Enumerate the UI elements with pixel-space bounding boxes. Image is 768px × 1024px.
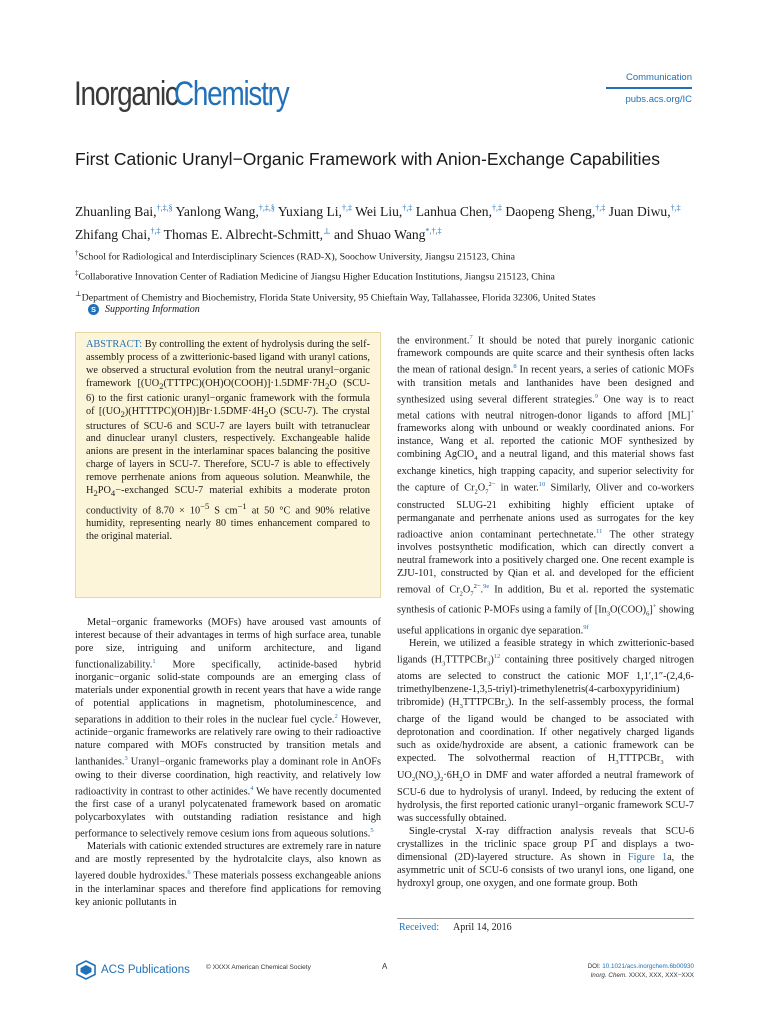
reference-link[interactable]: 10 bbox=[538, 481, 546, 489]
body-paragraph: the environment.$^7$ It should be noted that purely inorganic cationic framework compounds are quite scarce and their synthesis often lacks the mean of rational design.$^8$ In recent years, a series of cationic MOFs with transition metals and lanthanides have been designed and synthesized using several different strategies.$^9$ One way is to react metal cations with neutral nitrogen-donor ligands to afford [ML]+ frameworks along with unbound or weakly coordinated anions. For instance, Wang et al. reported the cationic MOF synthesized by combining AgClO$_4$ and a neutral ligand, and this material shows fast exchange kinetics, high trapping capacity, and superior selectivity for the capture of $Cr_2O_7^{2-}$ in water.$^{10}$ Similarly, Oliver and co-workers constructed SLUG-21 exhibiting highly efficient uptake of permanganate and perrhenate anions used as surrogates for the key radioactive anion contaminant pertechnetate.$^{11}$ The other strategy involves postsynthetic modification, which can directly convert a neutral framework into a positively charged one. One recent example is ZJU-101, constructed by Qian et al. and developed for the efficient removal of $Cr_2O_7^{2-}.^{9e}$ In addition, Bu et al. reported the systematic synthesis of cationic P-MOFs using a family of $[In_3O(COO)_6]^+$ showing useful applications in organic dye separation.$^{9f}$ bbox=[397, 334, 695, 637]
author[interactable]: Zhuanling Bai,†,‡,§ bbox=[75, 203, 173, 219]
author[interactable]: and Shuao Wang*,†,‡ bbox=[333, 226, 442, 243]
article-title: First Cationic Uranyl−Organic Framework with Anion-Exchange Capabilities bbox=[75, 149, 661, 169]
supporting-info-label: Supporting Information bbox=[105, 304, 200, 315]
abstract-box: ABSTRACT: By controlling the extent of hydrolysis during the self-assembly process of a zwitterionic-based ligand with uranyl cations, we observed a structural evolution from the neutral uranyl−organic framework [$(UO_2(TTTPC)(OH)O(COOH)]\cdot 1.5DMF\cdot 7H_2O$ (SCU-6) to the first cationic uranyl−organic framework with the formula of $[(UO_2)(HTTTPC)(OH)]Br\cdot 1.5DMF\cdot 4H_2O$ (SCU-7). The crystal structures of SCU-6 and SCU-7 are layers built with tetranuclear and dinuclear uranyl clusters, respectively. Exchangeable halide anions are present in the interlaminar spaces balancing the positive charge of layers in SCU-7. Therefore, SCU-7 is able to effectively remove perrhenate anions from aqueous solution. Meanwhile, the $H_2PO_4-$-exchanged SCU-7 material exhibits a moderate proton conductivity of $8.70 \times 10^{-5}$ S $cm^{-1}$ at 50 °C and 90% relative humidity, representing nearly 80 times enhancement compared to the original material. bbox=[75, 332, 381, 598]
page-number: A bbox=[382, 962, 388, 971]
author[interactable]: Thomas E. Albrecht-Schmitt,⊥ bbox=[163, 226, 331, 243]
affiliation: †School for Radiological and Interdisciplinary Sciences (RAD-X), Soochow University, Jiangsu 215123, China bbox=[75, 249, 516, 263]
journal-logo bbox=[74, 66, 314, 114]
reference-link[interactable]: 12 bbox=[493, 653, 501, 660]
body-paragraph: Single-crystal X-ray diffraction analysis reveals that SCU-6 crystallizes in the triclinic space group P1̅ and displays a two-dimensional (2D)-layered structure. As shown in Figure 1a, the asymmetric unit of SCU-6 consists of two uranyl ions, one ligand, one hydroxyl group, one oxygen, and one formate group. Both bbox=[397, 826, 694, 889]
affiliation-list bbox=[75, 245, 695, 306]
author[interactable]: Yanlong Wang,†,‡,§ bbox=[175, 203, 275, 219]
author[interactable]: Zhifang Chai,†,‡ bbox=[75, 226, 161, 243]
body-column-left bbox=[75, 617, 381, 910]
journal-url-link[interactable]: pubs.acs.org/IC bbox=[625, 94, 692, 105]
received-date bbox=[399, 922, 512, 933]
reference-link[interactable]: 11 bbox=[596, 527, 603, 535]
reference-link[interactable]: 7 bbox=[469, 334, 473, 341]
author[interactable]: Daopeng Sheng,†,‡ bbox=[505, 203, 606, 219]
journal-name-part1: Inorganic bbox=[74, 75, 178, 113]
author[interactable]: Lanhua Chen,†,‡ bbox=[415, 203, 502, 219]
supporting-info-icon: S bbox=[88, 304, 99, 315]
author[interactable]: Yuxiang Li,†,‡ bbox=[277, 203, 352, 219]
publisher-name: ACS Publications bbox=[101, 964, 190, 976]
affiliation: ⊥Department of Chemistry and Biochemistry, Florida State University, 95 Chieftain Way, Tallahassee, Florida 32306, United States bbox=[75, 289, 596, 303]
body-paragraph: Materials with cationic extended structures are extremely rare in nature and are mostly represented by the hydrotalcite clays, also known as layered double hydroxides.$^6$ These materials possess exchangeable anions in the interlaminar spaces and therefore find applications for removing key anionic pollutants in bbox=[75, 841, 381, 908]
body-paragraph: Herein, we utilized a feasible strategy in which zwitterionic-based ligands $(H_3TTTPCBr_3)^{12}$ containing three positively charged nitrogen atoms are selected to construct the cationic MOF 1,1′,1″-(2,4,6-trimethylbenzene-1,3,5-triyl)-trimethylenetris(4-carboxypyridinium) tribromide) $(H_3TTTPCBr_3)$. In the self-assembly process, the formal charge of the ligand would be changed to be associated with deprotonation and coordination. If other negatively charged ligands such as oxide/hydroxide are absent, a cationic framework can be expected. The solvothermal reaction of $H_3TTTPCBr_3$ with $UO_2(NO_3)_2\cdot 6H_2O$ in DMF and water afforded a neutral framework of SCU-6 due to hydrolysis of uranyl. Indeed, by reducing the extent of hydrolysis, the first reported cationic uranyl−organic framework SCU-7 was successfully obtained. bbox=[397, 638, 694, 825]
journal-name-part2: Chemistry bbox=[174, 75, 289, 113]
doi-link[interactable]: 10.1021/acs.inorgchem.6b00930 bbox=[602, 963, 694, 970]
doi-citation: DOI: 10.1021/acs.inorgchem.6b00930 Inorg. Chem. XXXX, XXX, XXX−XXX bbox=[587, 963, 694, 979]
received-divider bbox=[397, 918, 694, 919]
reference-link[interactable]: 5 bbox=[370, 826, 374, 834]
reference-link[interactable]: 9f bbox=[583, 623, 589, 631]
body-paragraph: Metal−organic frameworks (MOFs) have aroused vast amounts of interest because of their advantages in terms of high surface area, tunable pore size, intriguing and uniform architecture, and ligand functionalizability.$^1$ More specifically, actinide-based hybrid inorganic−organic solid-state compounds are an emerging class of materials under exponential growth in recent years that have a wide range of potential applications in magnetism, photoluminescence, and separations in addition to their roles in the nuclear fuel cycle.$^2$ However, actinide−organic frameworks are relatively rare owing to their radioactive nature compared with MOFs constructed by transition metals and lanthanides.$^3$ Uranyl−organic frameworks play a dominant role in AnOFs owing to their diverse coordination, high reactivity, and relatively low radioactivity in contrast to other actinides.$^4$ We have recently documented the first case of a uranyl polycatenated framework based on aromatic polycarboxylates with outstanding radiation resistance and high performance to selectively remove cesium ions from aqueous solutions.$^5$ bbox=[75, 617, 382, 840]
author[interactable]: Wei Liu,†,‡ bbox=[355, 203, 413, 219]
reference-link[interactable]: 8 bbox=[513, 363, 517, 371]
article-type-label: Communication bbox=[606, 72, 692, 89]
copyright-notice: © XXXX American Chemical Society bbox=[206, 964, 311, 971]
author-list bbox=[75, 198, 695, 245]
abstract-heading: ABSTRACT: bbox=[86, 339, 143, 350]
affiliation: ‡Collaborative Innovation Center of Radiation Medicine of Jiangsu Higher Education Institutions, Jiangsu 215123, China bbox=[75, 269, 555, 283]
acs-hexagon-icon bbox=[75, 960, 97, 980]
figure-link[interactable]: Figure 1 bbox=[627, 851, 668, 863]
received-value: April 14, 2016 bbox=[452, 922, 512, 933]
reference-link[interactable]: 3 bbox=[124, 755, 128, 763]
reference-link[interactable]: 9e bbox=[483, 582, 490, 590]
reference-link[interactable]: 6 bbox=[187, 869, 191, 877]
received-label: Received: bbox=[399, 922, 439, 933]
reference-link[interactable]: 4 bbox=[250, 784, 254, 792]
reference-link[interactable]: 9 bbox=[594, 392, 598, 400]
body-column-right bbox=[397, 332, 694, 891]
author[interactable]: Juan Diwu,†,‡ bbox=[608, 203, 681, 219]
reference-link[interactable]: 1 bbox=[152, 657, 156, 665]
supporting-information-link[interactable] bbox=[88, 304, 200, 315]
acs-publications-logo[interactable] bbox=[75, 960, 190, 980]
reference-link[interactable]: 2 bbox=[334, 713, 338, 721]
